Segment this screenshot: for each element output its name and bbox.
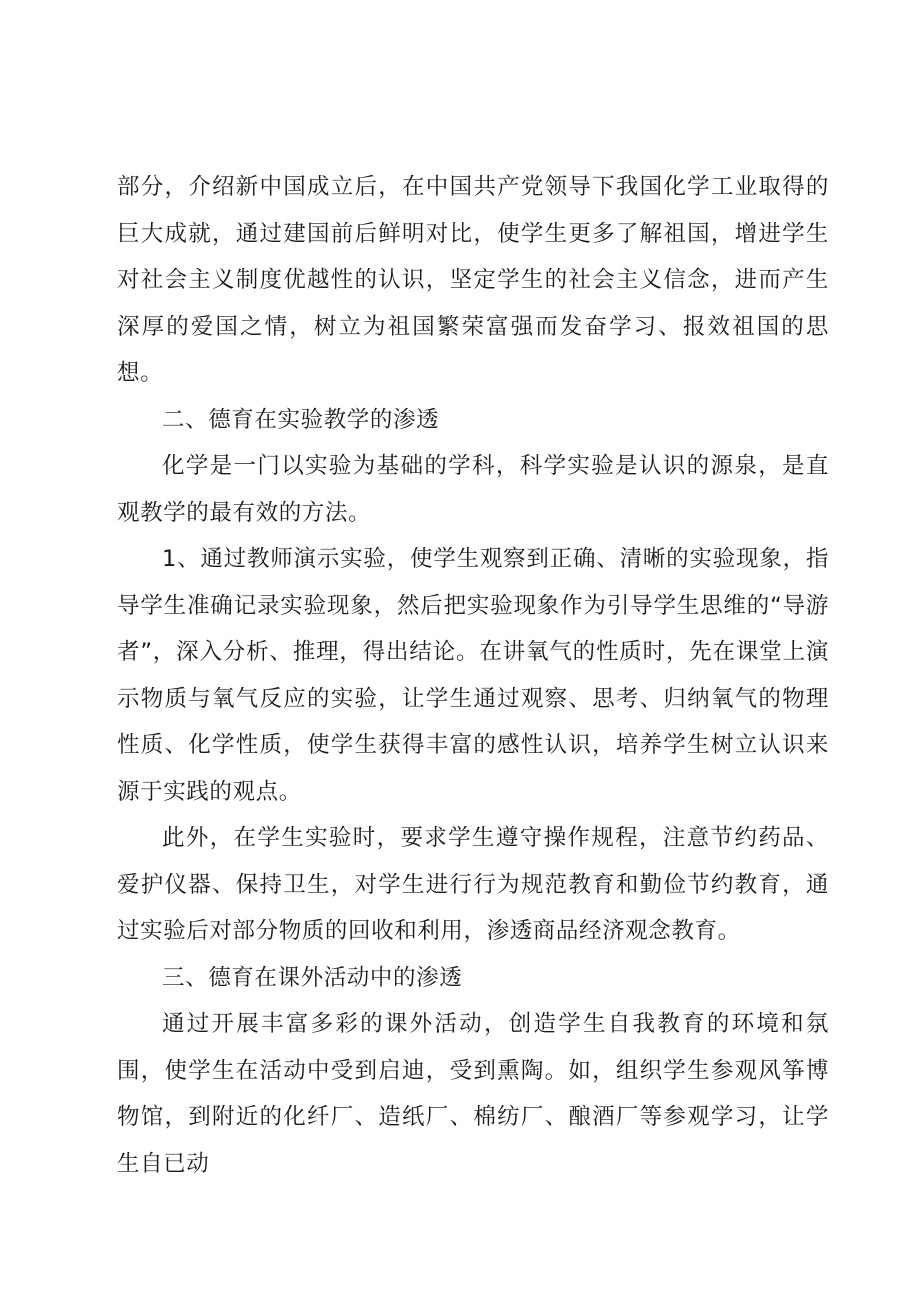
- section-heading-3: 三、德育在课外活动中的渗透: [162, 964, 463, 991]
- paragraph-3: 化学是一门以实验为基础的学科，科学实验是认识的源泉，是直观教学的最有效的方法。: [117, 453, 829, 526]
- paragraph-4: 1、通过教师演示实验，使学生观察到正确、清晰的实验现象，指导学生准确记录实验现象，然后把实验现象作为引导学生思维的“导游者”，深入分析、推理，得出结论。在讲氧气的性质时，先在课堂上演示物质与氧气反应的实验，让学生通过观察、思考、归纳氧气的物理性质、化学性质，使学生获得丰富的感性认识，培养学生树立认识来源于实践的观点。: [117, 546, 829, 805]
- section-heading-2: 二、德育在实验教学的渗透: [162, 406, 440, 433]
- paragraph-1: 部分，介绍新中国成立后，在中国共产党领导下我国化学工业取得的巨大成就，通过建国前后鲜明对比，使学生更多了解祖国，增进学生对社会主义制度优越性的认识，坚定学生的社会主义信念，进而产生深厚的爱国之情，树立为祖国繁荣富强而发奋学习、报效祖国的思想。: [117, 174, 829, 386]
- paragraph-5: 此外，在学生实验时，要求学生遵守操作规程，注意节约药品、爱护仪器、保持卫生，对学生进行行为规范教育和勤俭节约教育，通过实验后对部分物质的回收和利用，渗透商品经济观念教育。: [117, 825, 829, 944]
- document-body: [117, 164, 829, 1187]
- paragraph-7: 通过开展丰富多彩的课外活动，创造学生自我教育的环境和氛围，使学生在活动中受到启迪，受到熏陶。如，组织学生参观风筝博物馆，到附近的化纤厂、造纸厂、棉纺厂、酿酒厂等参观学习，让学生自已动: [117, 1011, 829, 1177]
